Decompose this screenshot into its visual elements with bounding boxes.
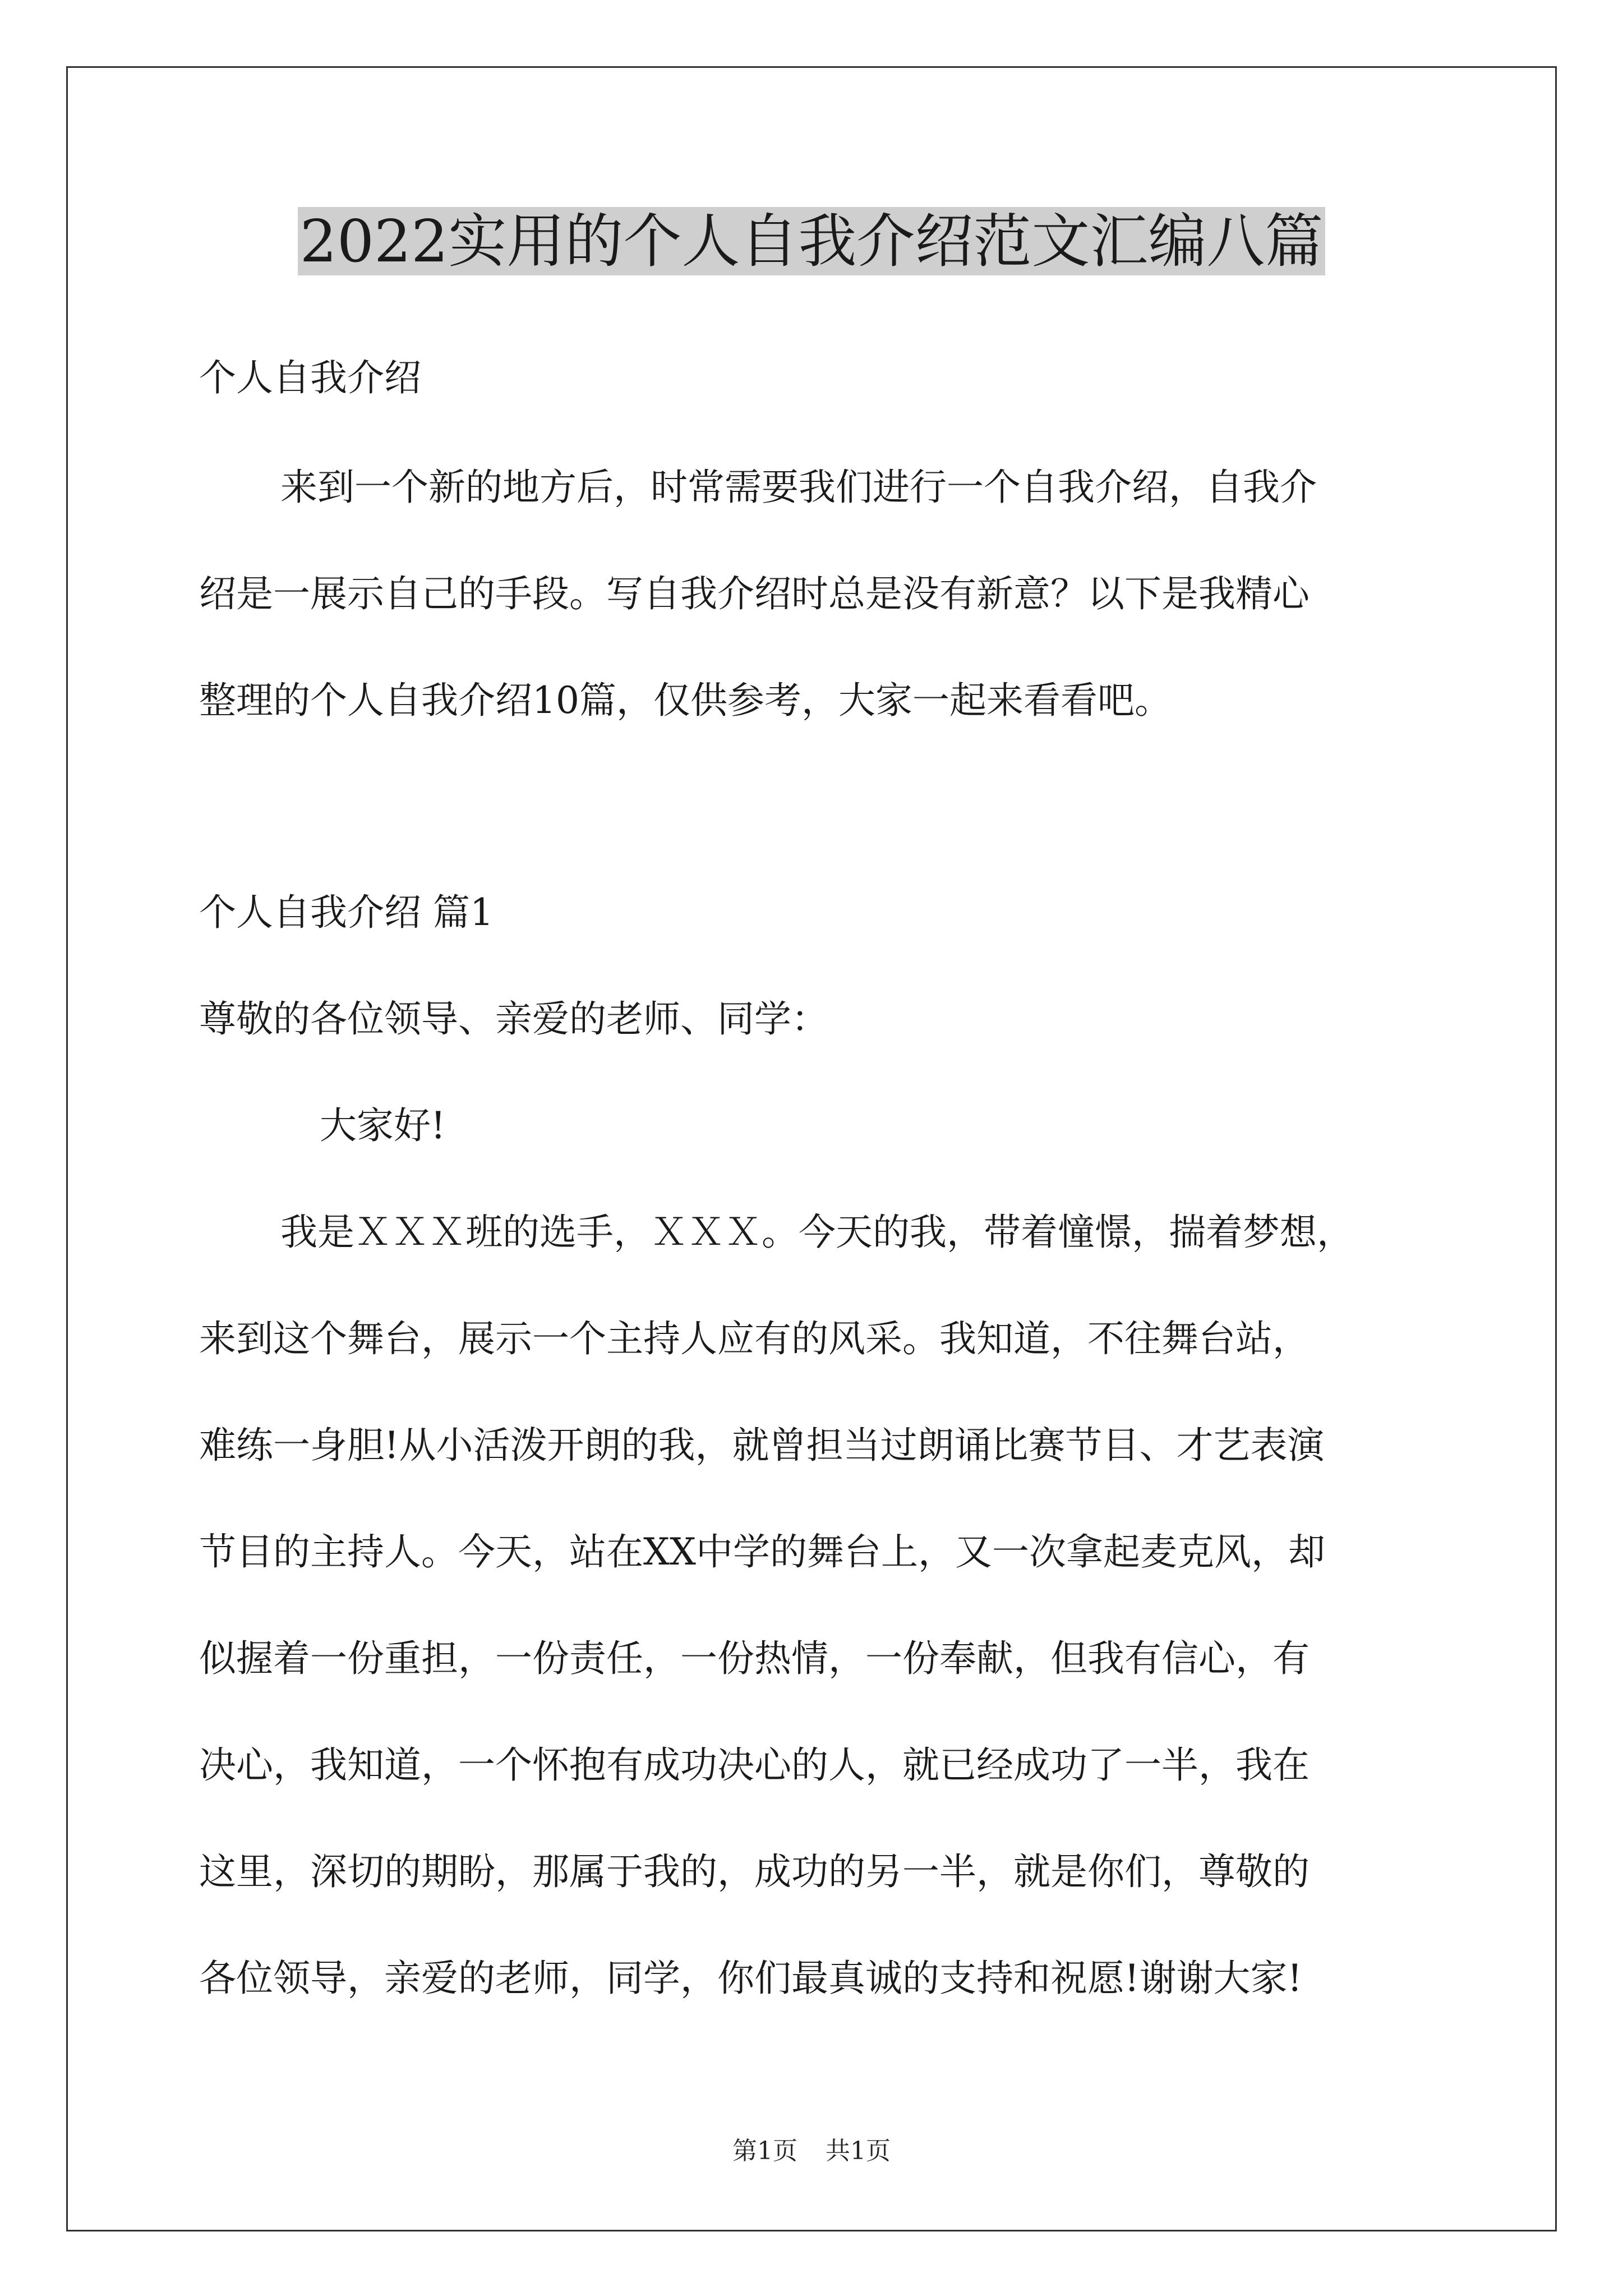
article-paragraph-line: 似握着一份重担，一份责任，一份热情，一份奉献，但我有信心，有 bbox=[199, 1637, 1310, 1680]
intro-heading: 个人自我介绍 bbox=[199, 356, 421, 399]
article-paragraph-line: 我是ＸＸＸ班的选手，ＸＸＸ。今天的我，带着憧憬，揣着梦想， bbox=[280, 1211, 1354, 1254]
article-paragraph-line: 节目的主持人。今天，站在XX中学的舞台上，又一次拿起麦克风，却 bbox=[199, 1530, 1325, 1573]
article-paragraph-line: 决心，我知道，一个怀抱有成功决心的人，就已经成功了一半，我在 bbox=[199, 1743, 1310, 1787]
article-paragraph-line: 来到这个舞台，展示一个主持人应有的风采。我知道，不往舞台站， bbox=[199, 1317, 1310, 1360]
intro-paragraph-line: 整理的个人自我介绍10篇，仅供参考，大家一起来看看吧。 bbox=[199, 679, 1172, 722]
page-footer bbox=[0, 2134, 1623, 2168]
article-paragraph-line: 各位领导，亲爱的老师，同学，你们最真诚的支持和祝愿!谢谢大家! bbox=[199, 1957, 1303, 2000]
article-paragraph-line: 难练一身胆!从小活泼开朗的我，就曾担当过朗诵比赛节目、才艺表演 bbox=[199, 1424, 1325, 1467]
greeting: 大家好! bbox=[320, 1104, 446, 1147]
article-heading: 个人自我介绍 篇1 bbox=[199, 891, 494, 934]
salutation: 尊敬的各位领导、亲爱的老师、同学： bbox=[199, 997, 828, 1041]
article-paragraph-line: 这里，深切的期盼，那属于我的，成功的另一半，就是你们，尊敬的 bbox=[199, 1850, 1310, 1893]
document-title bbox=[0, 199, 1623, 283]
page-number: 第1页 bbox=[732, 2137, 797, 2165]
intro-paragraph-line: 来到一个新的地方后，时常需要我们进行一个自我介绍，自我介 bbox=[280, 466, 1317, 509]
document-title-text: 2022实用的个人自我介绍范文汇编八篇 bbox=[298, 207, 1326, 275]
page-total: 共1页 bbox=[826, 2137, 891, 2165]
intro-paragraph-line: 绍是一展示自己的手段。写自我介绍时总是没有新意？以下是我精心 bbox=[199, 572, 1310, 615]
